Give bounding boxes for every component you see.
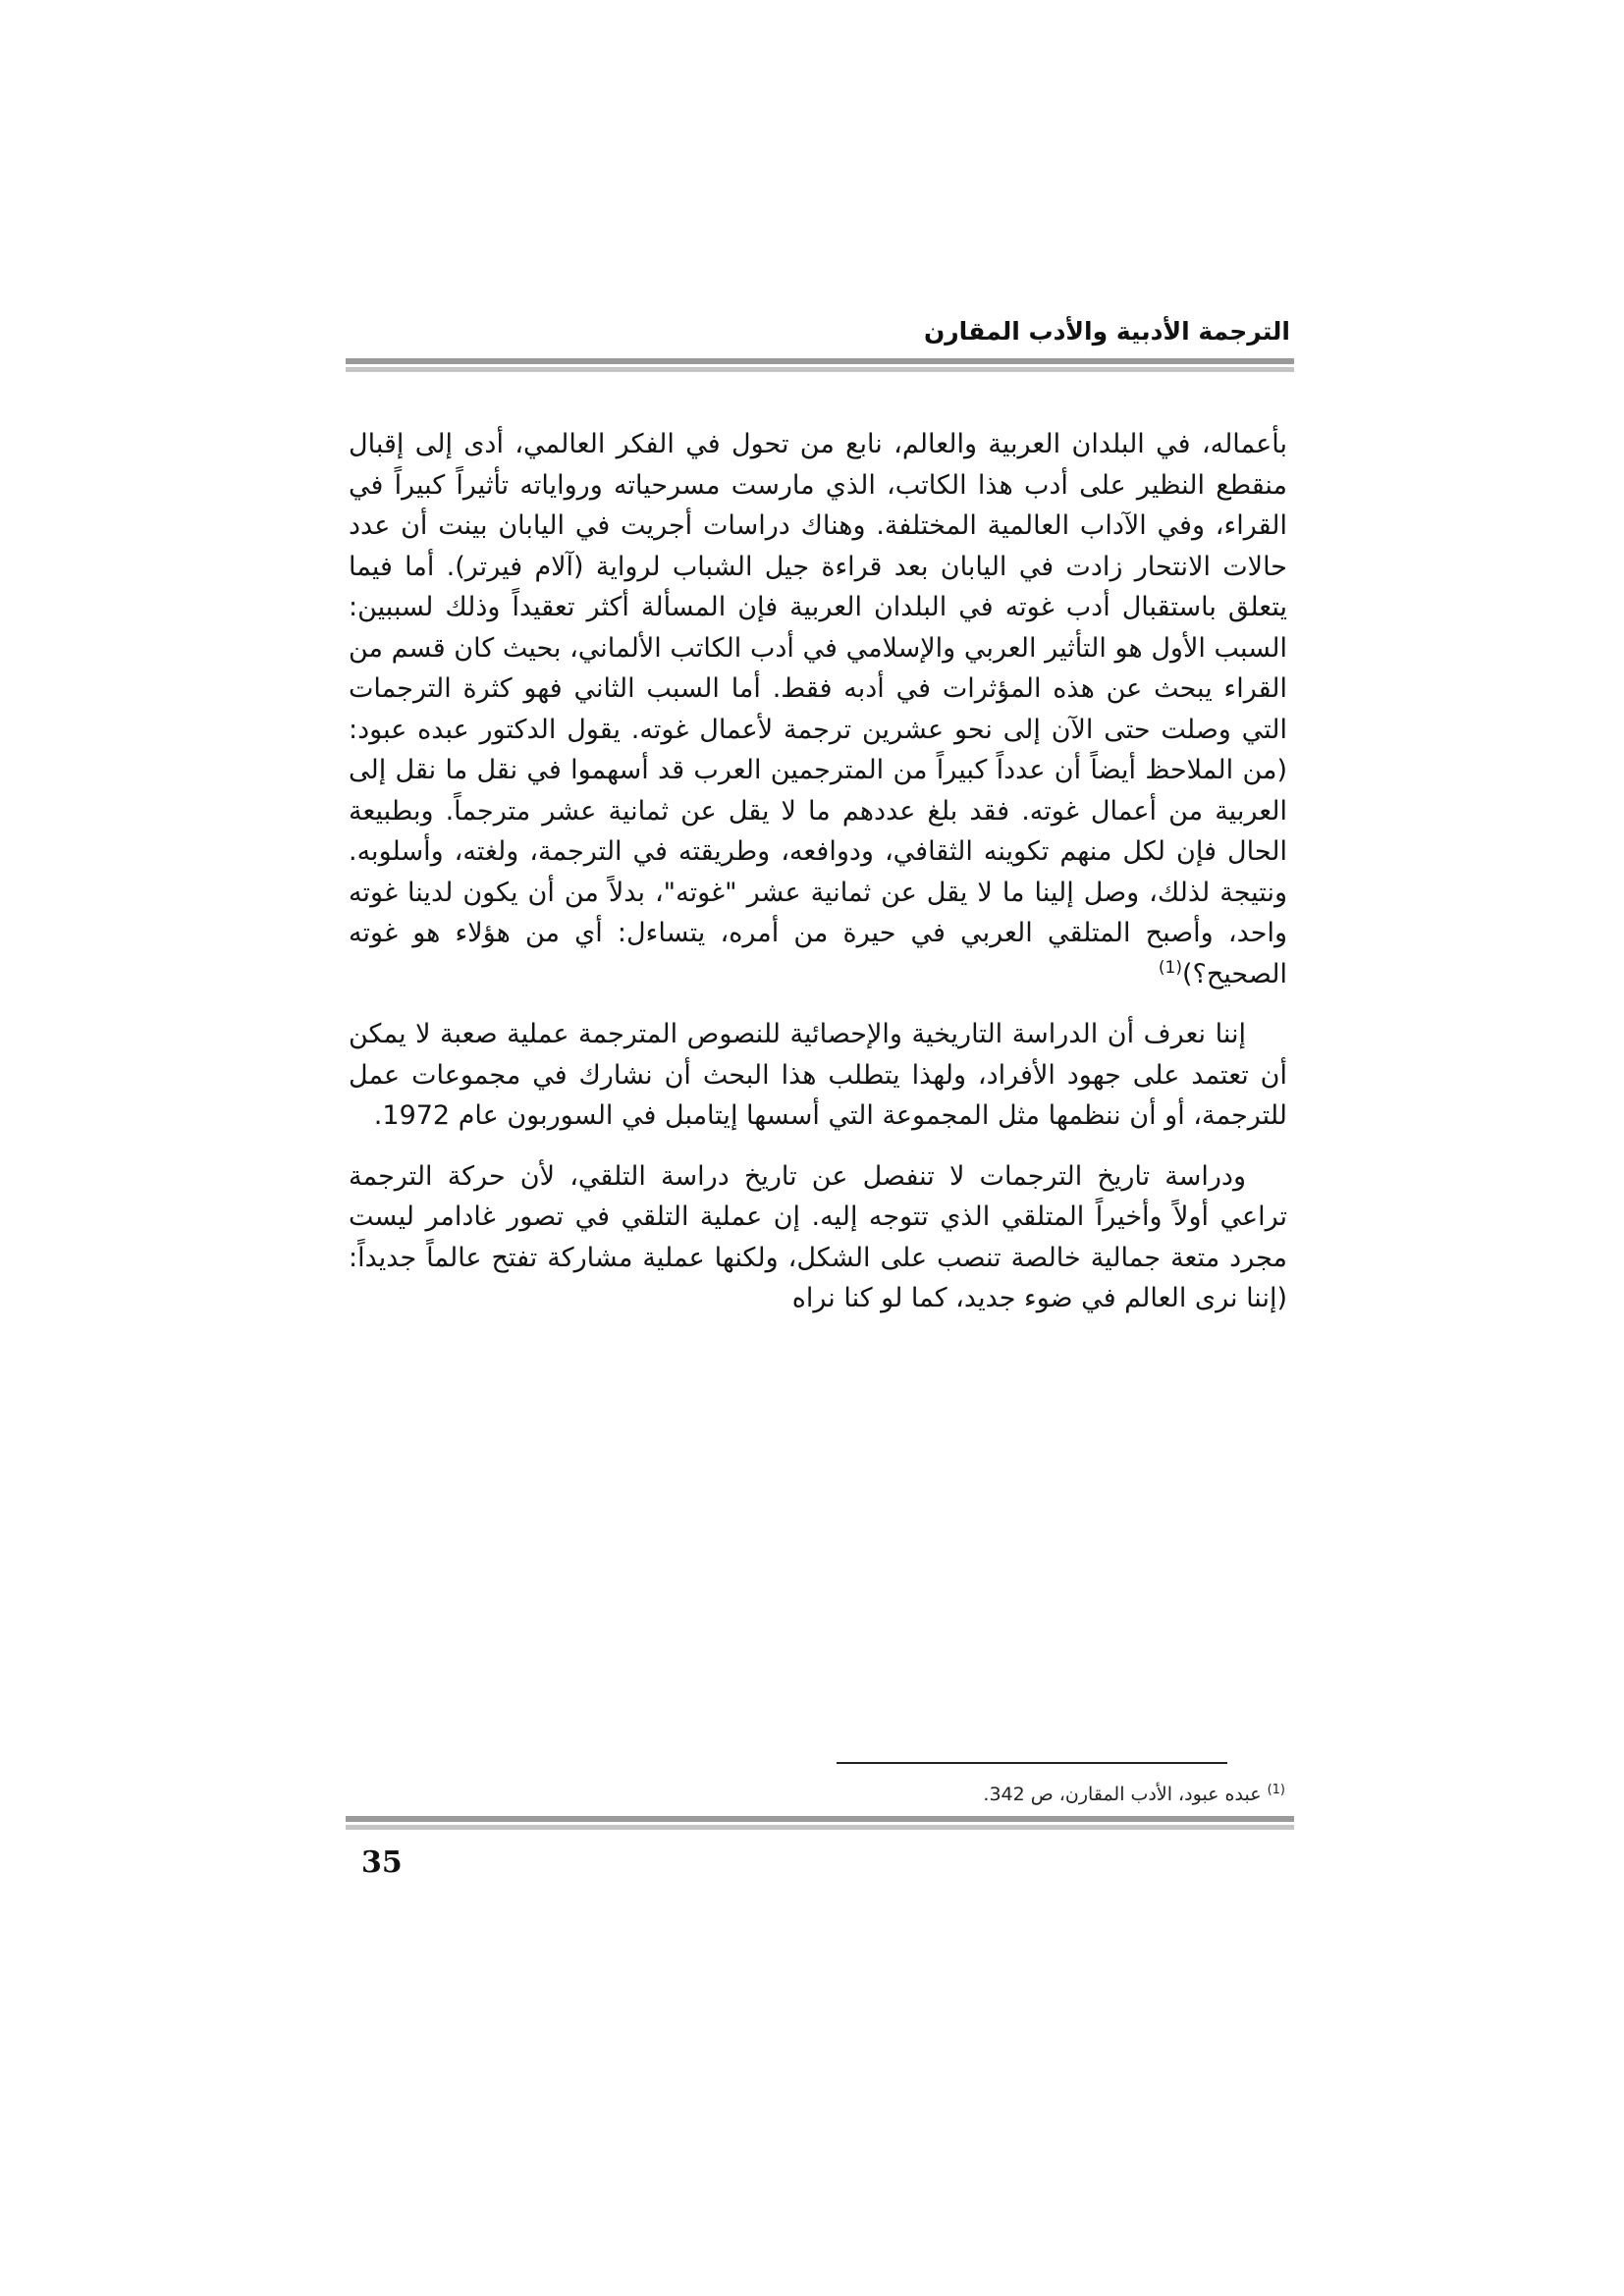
page-number: 35 — [361, 1845, 403, 1880]
paragraph-2: إننا نعرف أن الدراسة التاريخية والإحصائية للنصوص المترجمة عملية صعبة لا يمكن أن تعتمد على جهود الأفراد، ولهذا يتطلب هذا البحث أن نشارك في مجموعات عمل للترجمة، أو أن ننظمها مثل المجموعة التي أسسها إيتامبل في السوربون عام 1972. — [349, 1019, 1287, 1131]
footer-rule-thick — [346, 1816, 1294, 1822]
body-text — [349, 424, 1287, 1339]
paragraph-1-text: بأعماله، في البلدان العربية والعالم، نابع من تحول في الفكر العالمي، أدى إلى إقبال منقطع النظير على أدب هذا الكاتب، الذي مارست مسرحياته ورواياته تأثيراً كبيراً في القراء، وفي الآداب العالمية المختلفة. وهناك دراسات أجريت في اليابان بينت أن عدد حالات الانتحار زادت في اليابان بعد قراءة جيل الشباب لرواية (آلام فيرتر). أما فيما يتعلق باستقبال أدب غوته في البلدان العربية فإن المسألة أكثر تعقيداً وذلك لسببين: السبب الأول هو التأثير العربي والإسلامي في أدب الكاتب الألماني، بحيث كان قسم من القراء يبحث عن هذه المؤثرات في أدبه فقط. أما السبب الثاني فهو كثرة الترجمات التي وصلت حتى الآن إلى نحو عشرين ترجمة لأعمال غوته. يقول الدكتور عبده عبود: (من الملاحظ أيضاً أن عدداً كبيراً من المترجمين العرب قد أسهموا في نقل ما نقل إلى العربية من أعمال غوته. فقد بلغ عددهم ما لا يقل عن ثمانية عشر مترجماً. وبطبيعة الحال فإن لكل منهم تكوينه الثقافي، ودوافعه، وطريقته في الترجمة، ولغته، وأسلوبه. ونتيجة لذلك، وصل إلينا ما لا يقل عن ثمانية عشر "غوته"، بدلاً من أن يكون لدينا غوته واحد، وأصبح المتلقي العربي في حيرة من أمره، يتساءل: أي من هؤلاء هو غوته الصحيح؟) — [349, 429, 1287, 989]
footnote — [402, 1780, 1285, 1809]
paragraph-3: ودراسة تاريخ الترجمات لا تنفصل عن تاريخ دراسة التلقي، لأن حركة الترجمة تراعي أولاً وأخيراً المتلقي الذي تتوجه إليه. إن عملية التلقي في تصور غادامر ليست مجرد متعة جمالية خالصة تنصب على الشكل، ولكنها عملية مشاركة تفتح عالماً جديداً: (إننا نرى العالم في ضوء جديد، كما لو كنا نراه — [349, 1160, 1287, 1313]
paragraph-1 — [349, 424, 1287, 994]
footnote-text: عبده عبود، الأدب المقارن، ص 342. — [983, 1784, 1262, 1805]
header-rule — [346, 358, 1294, 372]
footnote-number: (1) — [1267, 1782, 1285, 1797]
footer-rule-thin — [346, 1825, 1294, 1830]
header-rule-thin — [346, 367, 1294, 372]
footnote-reference: (1) — [1158, 957, 1182, 978]
running-header: الترجمة الأدبية والأدب المقارن — [923, 317, 1290, 346]
footer-rule — [346, 1816, 1294, 1830]
header-rule-thick — [346, 358, 1294, 364]
footnote-separator — [837, 1762, 1227, 1764]
